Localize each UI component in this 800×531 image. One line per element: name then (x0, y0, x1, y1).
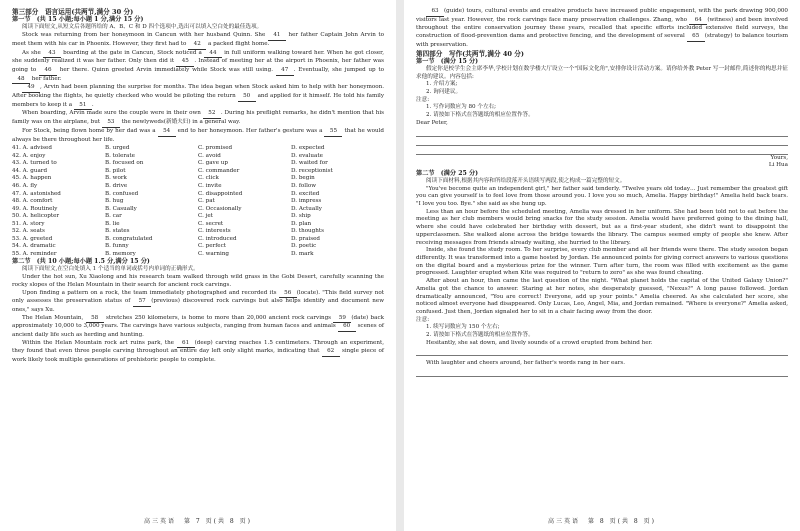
option-choice: C. invite (198, 182, 222, 189)
option-choice: D. evaluate (291, 152, 323, 159)
passage-paragraph (12, 315, 384, 340)
option-choice: D. impress (291, 198, 322, 205)
option-choice: B. pilot (105, 167, 126, 174)
passage-paragraph (12, 84, 384, 110)
option-row (12, 160, 384, 168)
option-choice: C. secret (198, 220, 224, 227)
part3-title: 第三部分 语言运用(共两节,满分 30 分) (12, 8, 134, 16)
option-row (12, 191, 384, 199)
continuation-start-2: With laughter and cheers around, her father's words rang in her ears. (426, 360, 626, 367)
answer-line (416, 128, 788, 137)
passage-text: and applied for it himself. He told his family members to keep it a (12, 93, 384, 108)
passage-text: Stock was returning from her honeymoon in Cancun with her husband Quinn. She (22, 32, 268, 39)
answer-blank: 60 (338, 323, 356, 332)
option-choice: D. excited (291, 190, 320, 197)
answer-blank: 55 (324, 128, 342, 137)
writing1-point: 2. 询问建议。 (426, 89, 462, 96)
passage-paragraph (12, 32, 384, 49)
option-choice: C. perfect (198, 243, 226, 250)
option-row (12, 183, 384, 191)
option-row (12, 175, 384, 183)
passage-text: The Helan Mountain, (22, 314, 86, 321)
passage-text: scenes of ancient daily life such as herding and hunting. (12, 323, 384, 339)
option-choice: B. congratulated (105, 235, 153, 242)
option-choice: B. funny (105, 243, 129, 250)
option-row (12, 221, 384, 229)
option-row (12, 168, 384, 176)
section1-instructions: 阅读下面短文,从短文后各题所给的 A、B、C 和 D 四个选项中,选出可以填入空白处的最佳选项。 (22, 24, 263, 31)
answer-line (416, 137, 788, 146)
closing: Yours, (770, 154, 788, 161)
writing1-title: 第一节 (满分 15 分) (416, 57, 479, 65)
option-choice: C. click (198, 175, 219, 182)
answer-blank: 47 (276, 67, 294, 76)
continuation-start-1: Hesitantly, she sat down, and lively sounds of a crowd erupted from behind her. (426, 339, 653, 346)
option-choice: B. memory (105, 250, 136, 257)
passage-text: (deep) carving reaches 1.5 centimeters. Through an experiment, they found that even three people carving throughout an entire day left only slight marks, indicating that (12, 339, 384, 355)
option-choice: B. urged (105, 145, 130, 152)
page-footer: 高三英语 第 7 页(共 8 页) (144, 518, 252, 525)
passage-text: boarding at the gate in Cancun, Stock noticed a (60, 49, 204, 56)
option-row (12, 228, 384, 236)
option-choice: 51. A. story (12, 220, 45, 227)
story-paragraph: After about an hour, then came the last question of the night. "What planet holds the capital of the United Galaxy Union?" Amelia got the chance to answer. Staring at her notes, she desperately guessed, "Nexus?" A long pause followed. Jordan dramatically announced, "You are correct! Everyone, add up your points." Amelia cheered. As she calculated her score, she noticed almost everyone had disappeared. Only Lucas, Leo, Angel, Mia, and Jordan remained. "Where is everyone?" Amelia asked, confused. Just then, Jordan signaled her to sit in a chair facing away from the door. (416, 278, 788, 315)
passage-text: Under the hot sun, Xu Xiaolong and his research team walked through wild grass in the Gobi Desert, carefully scanning the rocky slopes of the Helan Mountain in their search for ancient rock carvings. (12, 274, 384, 288)
option-choice: 46. A. fly (12, 182, 38, 189)
option-choice: 49. A. Routinely (12, 205, 58, 212)
passage-paragraph (12, 110, 384, 127)
passage-text: (date) back approximately 10,000 to 3,000 years. The carvings have various subjects, ranging from human faces and animals (12, 314, 384, 330)
passage-paragraph (416, 8, 788, 50)
answer-line (416, 347, 788, 356)
passage-text: Upon finding a pattern on a rock, the team immediately photographed and recorded its (22, 289, 279, 296)
passage-text: As she (22, 49, 43, 56)
passage-text: . Eventually, she jumped up to (293, 66, 384, 73)
option-choice: D. receptionist (291, 167, 333, 174)
option-choice: C. avoid (198, 152, 221, 159)
option-choice: 53. A. greeted (12, 235, 53, 242)
option-row (12, 206, 384, 214)
writing2-title: 第二节 (满分 25 分) (416, 169, 479, 177)
option-choice: D. follow (291, 182, 317, 189)
option-choice: 50. A. helicopter (12, 213, 60, 220)
answer-blank: 41 (268, 32, 286, 41)
story-paragraph: Less than an hour before the scheduled meeting, Amelia was dressed in her uniform. She had been told not to eat before the meeting as her club members would bring snacks for the study session. Amelia would have preferred going to the dining hall, where she could have celebrated her birthday with dessert, but as a first-year student, she didn't want to disappoint the upperclassmen. She walked alone across the bridge towards the library. The campus seemed empty of people she knew. After receiving messages from friends already waiting, she hurried to the library. (416, 208, 788, 246)
passage-text: (strategy) to balance tourism with preservation. (416, 33, 788, 48)
passage-text: (previous) discovered rock carvings but also helps identify and document new ones," says Xu. (12, 298, 385, 313)
option-row (12, 243, 384, 251)
answer-blank: 63 (426, 8, 444, 17)
passage-text: that he would always be there throughout her life. (12, 127, 384, 143)
answer-blank: 43 (43, 50, 61, 59)
option-choice: D. poetic (291, 243, 317, 250)
passage-text: For Stock, being flown home by her dad was a (22, 127, 158, 134)
passage-text: end to her honeymoon. Her father's gesture was a (175, 127, 325, 134)
option-row (12, 198, 384, 206)
answer-blank: 48 (12, 76, 30, 85)
story-paragraph: Inside, she found the study room. To her surprise, every club member and all her friends were there. The study session began differently. It was transformed into a game hosted by Jordan. He announced points for giving correct answers to various questions on the digital board and a mysterious prize for the winner. Turn after turn, the room was filled with excitement as the game progressed. Laughter erupted when Kite was required to "return to zero" as she was found cheating. (416, 247, 788, 277)
passage-paragraph (12, 274, 384, 289)
passage-paragraph (12, 50, 384, 85)
passage-text: . During his preflight remarks, he didn't mention that his family was on the airplane, but (12, 110, 384, 126)
option-choice: D. thoughts (291, 228, 324, 235)
answer-blank: 52 (203, 110, 221, 119)
option-choice: B. work (105, 175, 127, 182)
writing1-point: 1. 介绍方案; (426, 81, 458, 88)
option-choice: C. introduced (198, 235, 237, 242)
passage-text: in full uniform walking toward her. When he got closer, she suddenly realized it was her father. Only then did it (12, 49, 384, 65)
option-choice: C. warning (198, 250, 230, 257)
option-choice: 55. A. reminder (12, 250, 57, 257)
passage-text: When boarding, Arvin made sure the couple were in their own (22, 110, 203, 117)
section1-title: 第一节 (共 15 小题;每小题 1 分,满分 15 分) (12, 16, 144, 24)
passage-text: (guide) tours, cultural events and creative products have increased public engagement, with the park drawing 900,000 visitors last year. However, the rock carvings face many preservation challenges. Zhang, who (416, 8, 788, 23)
answer-line (416, 368, 788, 377)
passage-paragraph (12, 290, 384, 315)
answer-blank: 61 (177, 340, 195, 349)
option-choice: 41. A. advised (12, 145, 52, 152)
answer-blank: 59 (333, 315, 351, 324)
option-choice: B. car (105, 213, 122, 220)
option-choice: B. states (105, 228, 130, 235)
note-label: 注意: (416, 96, 430, 103)
answer-options (12, 145, 384, 258)
passage-text: stretches 250 kilometers, is home to more than 20,000 ancient rock carvings (103, 314, 334, 321)
option-choice: C. pat (198, 198, 215, 205)
page-footer: 高三英语 第 8 页(共 8 页) (548, 518, 656, 525)
option-choice: D. ship (291, 213, 311, 220)
option-choice: B. lie (105, 220, 120, 227)
writing2-note: 1. 续写词数应为 150 个左右; (426, 324, 500, 331)
passage-text: her father. (30, 75, 62, 82)
answer-blank: 44 (204, 50, 222, 59)
note-label: 注意: (416, 316, 430, 323)
story-paragraph: "You've become quite an independent girl," her father said tenderly. "Twelve years old today… Just remember the greatest gift you can give yourself is to feel love from those around you. I love you so much, Amelia. Happy birthday!" Amelia held back tears. "I love you too. Bye." she said as she hung up. (416, 185, 788, 208)
answer-blank: 57 (133, 298, 151, 307)
option-choice: C. disappointed (198, 190, 243, 197)
option-choice: D. plan (291, 220, 312, 227)
option-choice: C. commander (198, 167, 240, 174)
passage-text: a packed flight home. (206, 40, 270, 47)
option-choice: D. praised (291, 235, 320, 242)
exam-page-8 (404, 0, 800, 531)
passage-text: her father Captain John Arvin to meet them with his car in Phoenix. However, they first had to (12, 32, 384, 47)
option-choice: 44. A. guard (12, 167, 48, 174)
writing1-note: 1. 写作词数应为 80 个左右; (426, 104, 497, 111)
option-choice: D. mark (291, 250, 314, 257)
answer-blank: 51 (74, 102, 92, 111)
option-choice: B. confused (105, 190, 139, 197)
passage-text: Within the Helan Mountain rock art ruins park, the (22, 339, 177, 346)
writing1-instructions: 假定你是校学生会主席李华,学校计划在数学楼大厅设立一个"国际文化角",安排你设计活动方案。请你给外教 Peter 写一封邮件,简述你的构思并征求他的建议。内容包括: (416, 65, 788, 80)
option-choice: B. hug (105, 198, 124, 205)
passage-text: her there. Quinn greeted Arvin immediately while Stock was still using. (57, 66, 276, 73)
answer-blank: 56 (279, 290, 297, 299)
option-choice: C. promised (198, 145, 233, 152)
option-choice: C. interests (198, 228, 231, 235)
option-choice: 54. A. dramatic (12, 243, 56, 250)
answer-blank: 42 (188, 41, 206, 50)
option-choice: D. waited for (291, 160, 328, 167)
answer-blank: 46 (39, 67, 57, 76)
answer-blank: 53 (102, 119, 120, 128)
passage-paragraph (12, 128, 384, 144)
option-choice: 47. A. astonished (12, 190, 61, 197)
option-choice: B. focused on (105, 160, 144, 167)
exam-page-7 (0, 0, 396, 531)
writing2-note: 2. 请按如下格式在答题纸的相应位置作答。 (426, 332, 534, 339)
passage-text: . Instead of meeting her at the airport in Phoenix, her father was going to (12, 58, 385, 73)
salutation: Dear Peter, (416, 119, 448, 126)
answer-blank: 49 (22, 84, 40, 93)
answer-blank: 65 (687, 33, 705, 42)
option-choice: D. expected (291, 145, 325, 152)
passage-text: the newlyweds(新婚夫妇) in a general way. (119, 119, 241, 126)
option-choice: B. Casually (105, 205, 137, 212)
option-choice: B. drive (105, 182, 128, 189)
answer-blank: 54 (158, 128, 176, 137)
answer-blank: 62 (322, 348, 340, 357)
option-choice: 42. A. enjoy (12, 152, 46, 159)
passage-text: . (91, 101, 94, 108)
signature: Li Hua (768, 162, 788, 169)
writing1-note: 2. 请按如下格式在答题纸的相应位置作答。 (426, 112, 534, 119)
option-row (12, 236, 384, 244)
option-choice: D. begin (291, 175, 315, 182)
answer-blank: 50 (238, 93, 256, 102)
answer-blank: 58 (86, 315, 104, 324)
answer-blank: 64 (689, 17, 707, 26)
passage-text: single piece of work likely took multiple generations of prehistoric people to complete. (12, 348, 384, 364)
option-choice: 48. A. comfort (12, 198, 53, 205)
option-row (12, 213, 384, 221)
option-choice: D. Actually (291, 205, 322, 212)
option-choice: 52. A. seats (12, 228, 45, 235)
passage-text: (witness) and been involved throughout the entire conservation journey these years, recalled that specific efforts included extensive field surveys, the construction of flood-prevention dams and protective fencing, and the development of several (416, 16, 789, 40)
part4-title: 第四部分 写作(共两节,满分 40 分) (416, 49, 525, 58)
answer-blank: 45 (176, 58, 194, 67)
section2-title: 第二节 (共 10 小题;每小题 1.5 分,满分 15 分) (12, 258, 150, 266)
section2-instructions: 阅读下面短文,在空白处填入 1 个适当的单词或括号内单词的正确形式。 (22, 266, 199, 273)
passage-text: , Arvin had been planning the surprise for months. The idea began when Stock asked him to help with her honeymoon. After booking the flights, he quietly checked who would be piloting the return (12, 84, 384, 100)
option-choice: 43. A. turned to (12, 160, 57, 167)
option-row (12, 153, 384, 161)
option-choice: B. tolerate (105, 152, 135, 159)
option-choice: C. gave up (198, 160, 228, 167)
passage-paragraph (12, 340, 384, 365)
option-choice: C. jet (198, 213, 213, 220)
option-choice: C. Occasionally (198, 205, 242, 212)
writing2-instructions: 阅读下面材料,根据其内容和所给段落开头语续写两段,使之构成一篇完整的短文。 (426, 177, 626, 184)
option-row (12, 145, 384, 153)
answer-line (416, 146, 788, 155)
option-choice: 45. A. happen (12, 175, 52, 182)
passage-text: (locate). "This field survey not only assesses the preservation status of (12, 289, 384, 305)
